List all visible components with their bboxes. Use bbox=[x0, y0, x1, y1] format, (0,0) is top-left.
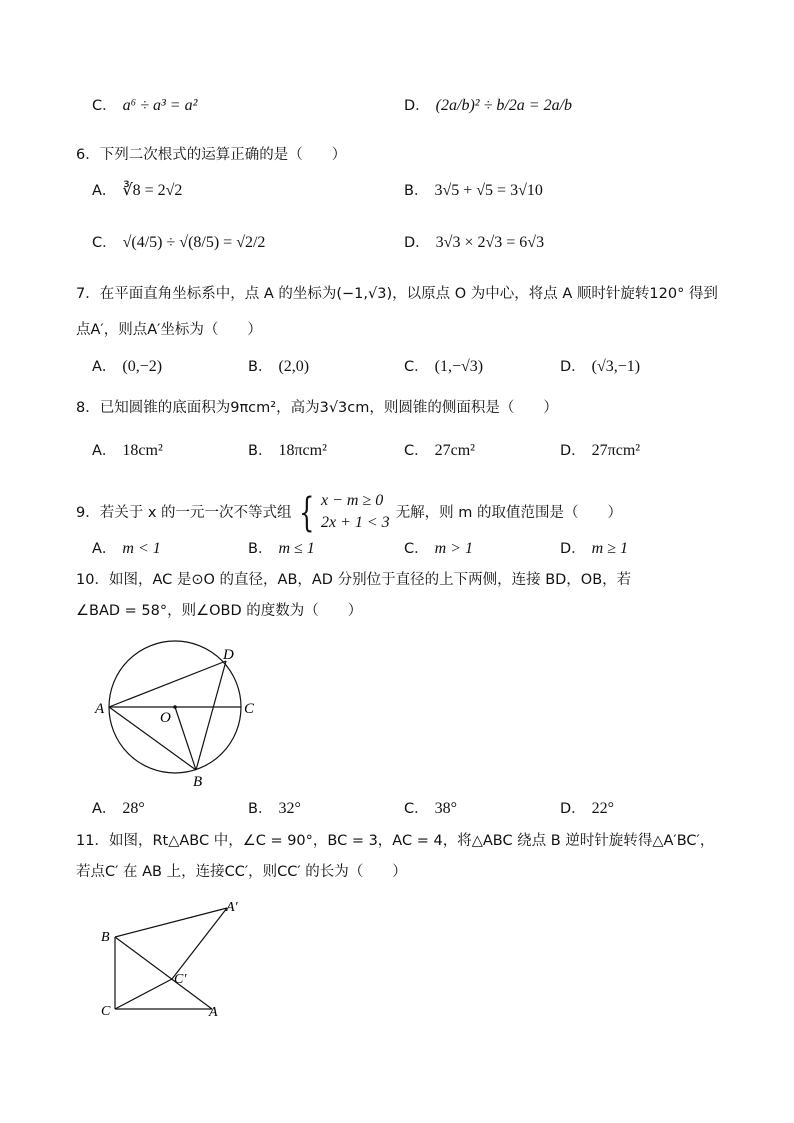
option-text: 38° bbox=[434, 800, 458, 817]
option-text: (0,−2) bbox=[122, 358, 163, 375]
option-text: 28° bbox=[122, 800, 145, 817]
option-text: ∛8 = 2√2 bbox=[122, 182, 183, 199]
segment-a-prime-c-prime bbox=[172, 908, 227, 979]
q9-stem-pre: 9．若关于 x 的一元一次不等式组 bbox=[76, 505, 292, 521]
q9-option-a bbox=[92, 539, 161, 559]
q10-stem-line1: 10．如图，AC 是⊙O 的直径，AB，AD 分别位于直径的上下两侧，连接 BD，OB，若 bbox=[76, 572, 632, 588]
q9-system-line1: x − m ≥ 0 bbox=[320, 492, 384, 509]
option-label: A． bbox=[92, 801, 117, 817]
label-b: B bbox=[193, 774, 203, 790]
label-a-prime: A′ bbox=[226, 900, 238, 915]
center-point-o bbox=[173, 705, 177, 709]
q8-stem: 8．已知圆锥的底面积为9πcm²，高为3√3cm，则圆锥的侧面积是（ ） bbox=[76, 400, 558, 416]
option-label: C． bbox=[404, 801, 429, 817]
q7-option-b bbox=[248, 357, 309, 377]
option-text: a⁶ ÷ a³ = a² bbox=[122, 97, 198, 114]
q8-option-a bbox=[92, 441, 163, 461]
option-label: C． bbox=[92, 235, 117, 251]
q6-option-a bbox=[92, 181, 182, 201]
option-text: (2a/b)² ÷ b/2a = 2a/b bbox=[435, 97, 573, 114]
q10-option-b bbox=[248, 799, 301, 819]
q9-option-c bbox=[404, 539, 473, 559]
option-label: C． bbox=[404, 359, 429, 375]
q10-circle-figure bbox=[92, 634, 272, 794]
option-text: 3√5 + √5 = 3√10 bbox=[434, 182, 543, 199]
option-label: A． bbox=[92, 359, 117, 375]
q9-stem-post: 无解，则 m 的取值范围是（ ） bbox=[395, 505, 623, 521]
label-c-prime: C′ bbox=[174, 972, 187, 987]
q5-option-d bbox=[404, 96, 572, 116]
q9-system bbox=[321, 490, 390, 534]
option-label: D． bbox=[560, 443, 586, 459]
option-text: √(4/5) ÷ √(8/5) = √2/2 bbox=[122, 234, 266, 251]
option-text: (2,0) bbox=[278, 358, 310, 375]
segment-ba-prime bbox=[115, 908, 227, 937]
option-label: C． bbox=[404, 443, 429, 459]
option-label: B． bbox=[248, 359, 273, 375]
q11-stem-line2: 若点C′ 在 AB 上，连接CC′，则CC′ 的长为（ ） bbox=[76, 864, 407, 880]
option-label: C． bbox=[404, 541, 429, 557]
option-label: A． bbox=[92, 541, 117, 557]
label-c: C bbox=[101, 1004, 111, 1019]
q9-stem bbox=[76, 492, 622, 534]
q10-stem-line2: ∠BAD = 58°，则∠OBD 的度数为（ ） bbox=[76, 603, 363, 619]
label-a: A bbox=[95, 701, 105, 717]
segment-ob bbox=[175, 707, 196, 770]
option-label: D． bbox=[560, 541, 586, 557]
option-label: B． bbox=[248, 541, 273, 557]
q8-option-d bbox=[560, 441, 640, 461]
option-label: B． bbox=[404, 183, 429, 199]
option-label: D． bbox=[404, 98, 430, 114]
option-text: (√3,−1) bbox=[591, 358, 641, 375]
label-a: A bbox=[209, 1005, 218, 1020]
option-label: B． bbox=[248, 443, 273, 459]
label-c: C bbox=[244, 701, 255, 717]
q7-option-a bbox=[92, 357, 162, 377]
option-text: m ≥ 1 bbox=[591, 540, 629, 557]
q5-option-c bbox=[92, 96, 197, 116]
label-b: B bbox=[101, 930, 110, 945]
option-text: 18πcm² bbox=[278, 442, 327, 459]
option-label: D． bbox=[560, 801, 586, 817]
q10-option-d bbox=[560, 799, 614, 819]
option-text: 3√3 × 2√3 = 6√3 bbox=[435, 234, 545, 251]
q9-system-line2: 2x + 1 < 3 bbox=[320, 514, 390, 531]
option-text: m < 1 bbox=[122, 540, 161, 557]
option-text: 18cm² bbox=[122, 442, 163, 459]
option-label: A． bbox=[92, 443, 117, 459]
q6-option-c bbox=[92, 233, 265, 253]
option-text: (1,−√3) bbox=[434, 358, 484, 375]
option-label: C． bbox=[92, 98, 117, 114]
q11-rotation-figure bbox=[92, 896, 272, 1026]
q10-option-a bbox=[92, 799, 145, 819]
option-label: D． bbox=[404, 235, 430, 251]
q7-option-c bbox=[404, 357, 483, 377]
q11-stem-line1: 11．如图，Rt△ABC 中，∠C = 90°，BC = 3，AC = 4，将△ABC 绕点 B 逆时针旋转得△A′BC′， bbox=[76, 833, 715, 849]
option-label: A． bbox=[92, 183, 117, 199]
label-d: D bbox=[223, 647, 234, 663]
q8-option-c bbox=[404, 441, 475, 461]
q9-option-d bbox=[560, 539, 628, 559]
q6-stem: 6．下列二次根式的运算正确的是（ ） bbox=[76, 147, 347, 163]
option-text: 22° bbox=[591, 800, 615, 817]
q10-option-c bbox=[404, 799, 457, 819]
q6-option-b bbox=[404, 181, 543, 201]
segment-ab bbox=[115, 937, 212, 1009]
q7-stem-line2: 点A′，则点A′坐标为（ ） bbox=[76, 322, 262, 338]
segment-ad bbox=[109, 661, 226, 707]
segment-ab bbox=[109, 707, 196, 770]
option-text: m ≤ 1 bbox=[278, 540, 315, 557]
option-text: 27cm² bbox=[434, 442, 475, 459]
option-text: 32° bbox=[278, 800, 301, 817]
q6-option-d bbox=[404, 233, 544, 253]
option-label: B． bbox=[248, 801, 273, 817]
q8-option-b bbox=[248, 441, 327, 461]
q9-brace: { bbox=[298, 490, 314, 536]
option-text: 27πcm² bbox=[591, 442, 641, 459]
q9-option-b bbox=[248, 539, 315, 559]
option-text: m > 1 bbox=[434, 540, 473, 557]
label-o: O bbox=[160, 710, 171, 726]
segment-cc-prime bbox=[115, 979, 172, 1009]
q7-option-d bbox=[560, 357, 640, 377]
q7-stem-line1: 7．在平面直角坐标系中，点 A 的坐标为(−1,√3)，以原点 O 为中心，将点 A 顺时针旋转120° 得到 bbox=[76, 286, 718, 302]
option-label: D． bbox=[560, 359, 586, 375]
